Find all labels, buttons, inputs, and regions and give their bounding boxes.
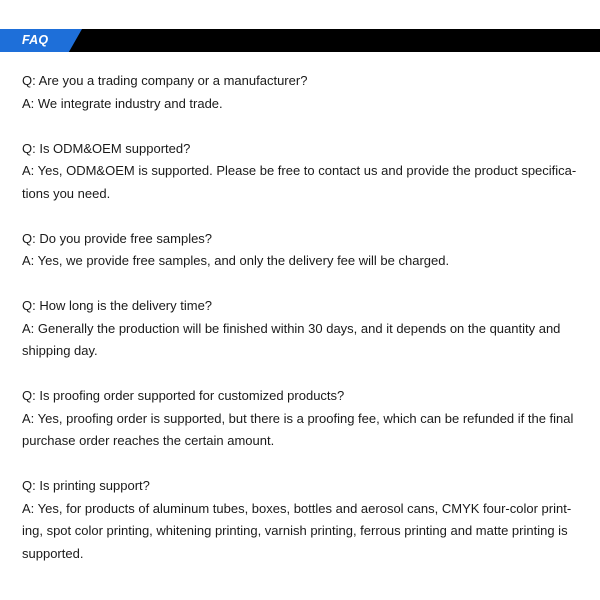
faq-question: Q: How long is the delivery time? [22, 298, 213, 313]
faq-answer-line: A: Yes, ODM&OEM is supported. Please be free to contact us and provide the product specifica- [22, 163, 577, 178]
faq-question: Q: Do you provide free samples? [22, 230, 213, 246]
faq-question: Q: Is printing support? [22, 478, 150, 493]
faq-list [22, 70, 578, 588]
faq-answer-line: ing, spot color printing, whitening printing, varnish printing, ferrous printing and matte printing is [22, 523, 568, 538]
faq-answer-line: tions you need. [22, 185, 111, 201]
faq-answer-line: A: Yes, we provide free samples, and only the delivery fee will be charged. [22, 253, 450, 268]
faq-header-bar [0, 29, 600, 52]
faq-answer-line: A: Yes, proofing order is supported, but there is a proofing fee, which can be refunded if the final [22, 410, 574, 426]
faq-item [22, 138, 578, 206]
faq-answer-line: A: Yes, for products of aluminum tubes, boxes, bottles and aerosol cans, CMYK four-color print- [22, 500, 572, 516]
faq-answer-line: shipping day. [22, 343, 98, 358]
faq-answer-line: A: Generally the production will be finished within 30 days, and it depends on the quantity and [22, 320, 561, 336]
faq-answer-line: purchase order reaches the certain amount. [22, 433, 275, 448]
faq-answer-line: A: We integrate industry and trade. [22, 95, 223, 111]
faq-item [22, 295, 578, 363]
faq-question: Q: Is ODM&OEM supported? [22, 140, 191, 156]
faq-answer-line: supported. [22, 545, 84, 561]
faq-item [22, 228, 578, 273]
faq-item [22, 385, 578, 453]
faq-item [22, 70, 578, 115]
faq-question: Q: Is proofing order supported for customized products? [22, 388, 345, 403]
faq-title: FAQ [22, 33, 49, 47]
faq-item [22, 475, 578, 565]
faq-question: Q: Are you a trading company or a manufacturer? [22, 73, 308, 88]
